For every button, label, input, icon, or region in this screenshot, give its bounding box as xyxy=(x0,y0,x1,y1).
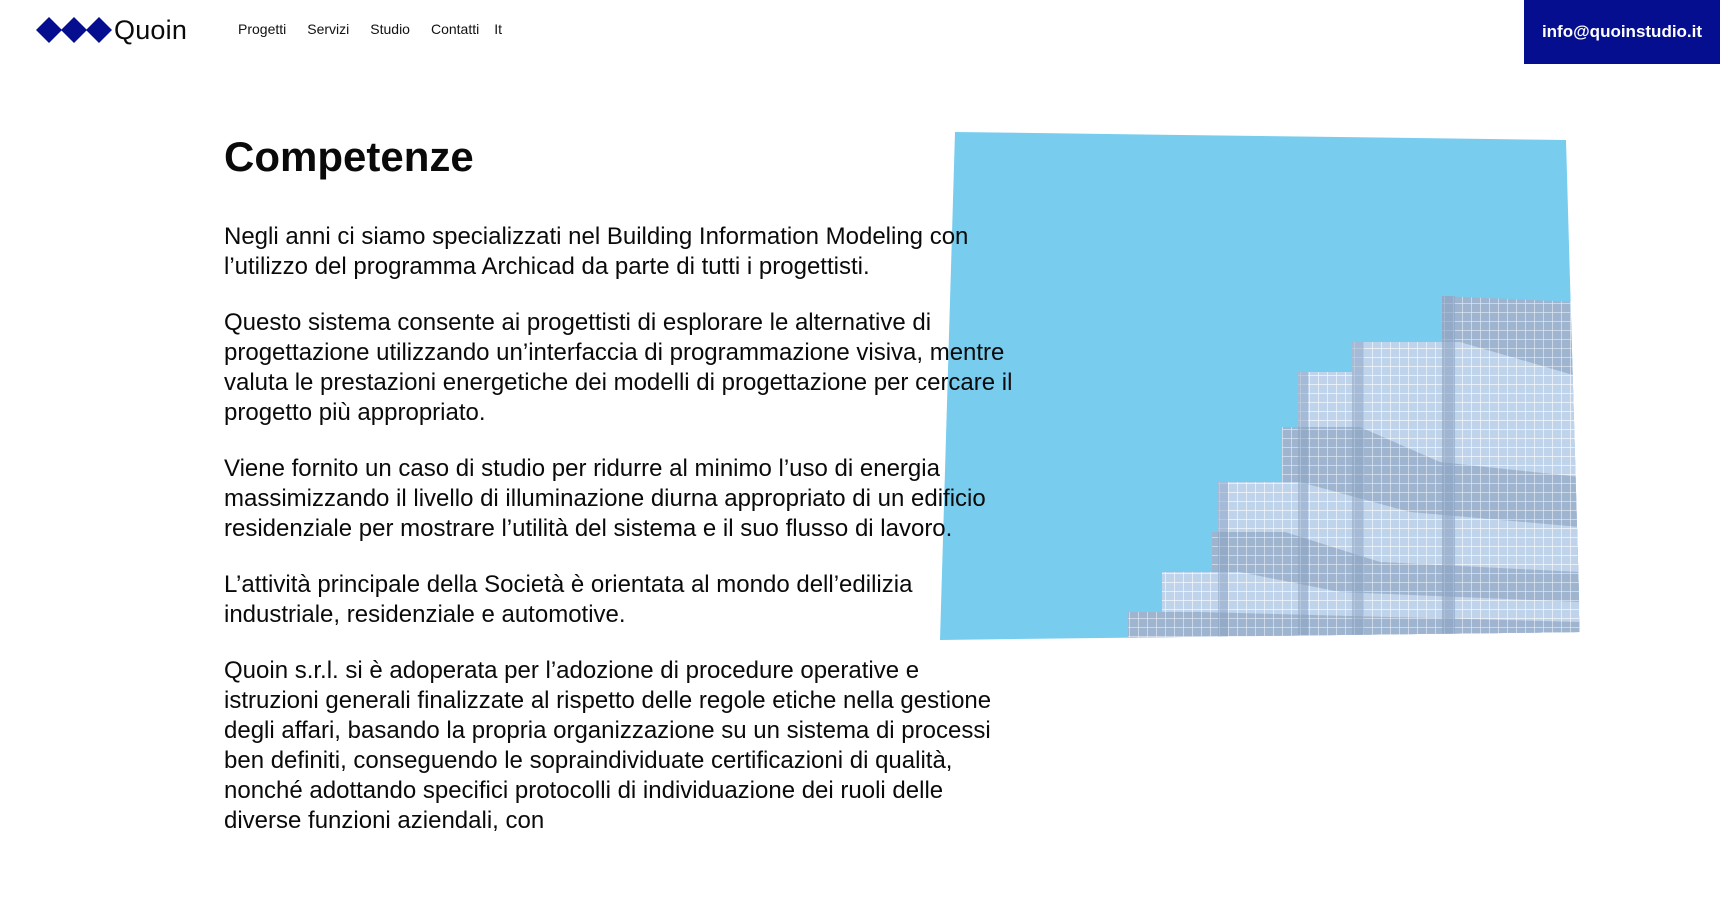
paragraph-bim: Negli anni ci siamo specializzati nel Building Information Modeling con l’utilizzo del programma Archicad da parte di tutti i progettisti. xyxy=(224,223,969,280)
competenze-section xyxy=(224,132,1014,862)
paragraph-caso-studio: Viene fornito un caso di studio per ridurre al minimo l’uso di energia massimizzando il livello di illuminazione diurna appropriato di un edificio residenziale per mostrare l’utilità del sistema e il suo flusso di lavoro. xyxy=(224,455,986,542)
nav-item-studio[interactable]: Studio xyxy=(370,21,410,37)
nav-item-progetti[interactable]: Progetti xyxy=(238,21,287,37)
logo-link[interactable] xyxy=(36,12,187,48)
paragraph-procedure: Quoin s.r.l. si è adoperata per l’adozione di procedure operative e istruzioni generali finalizzate al rispetto delle regole etiche nella gestione degli affari, basando la propria organizzazione su un sistema di processi ben definiti, conseguendo le sopraindividuate certificazioni di qualità, nonché adottando specifici protocolli di individuazione dei ruoli delle diverse funzioni aziendali, con xyxy=(224,657,992,834)
paragraph-attivita: L’attività principale della Società è orientata al mondo dell’edilizia industriale, residenziale e automotive. xyxy=(224,571,913,628)
nav-item-servizi[interactable]: Servizi xyxy=(307,21,350,37)
paragraph-sistema: Questo sistema consente ai progettisti di esplorare le alternative di progettazione utilizzando un’interfaccia di programmazione visiva, mentre valuta le prestazioni energetiche dei modelli di progettazione per cercare il progetto più appropriato. xyxy=(224,309,1013,426)
nav-item-contatti[interactable]: Contatti xyxy=(430,21,480,37)
language-switch[interactable]: It xyxy=(494,21,502,37)
building-image xyxy=(940,132,1580,642)
main-nav xyxy=(238,21,502,37)
logo-text: Quoin xyxy=(114,14,188,45)
site-header xyxy=(0,0,1720,64)
email-button[interactable]: info@quoinstudio.it xyxy=(1524,0,1720,64)
diamond-logo-icon xyxy=(36,12,112,48)
page-title: Competenze xyxy=(224,133,474,180)
